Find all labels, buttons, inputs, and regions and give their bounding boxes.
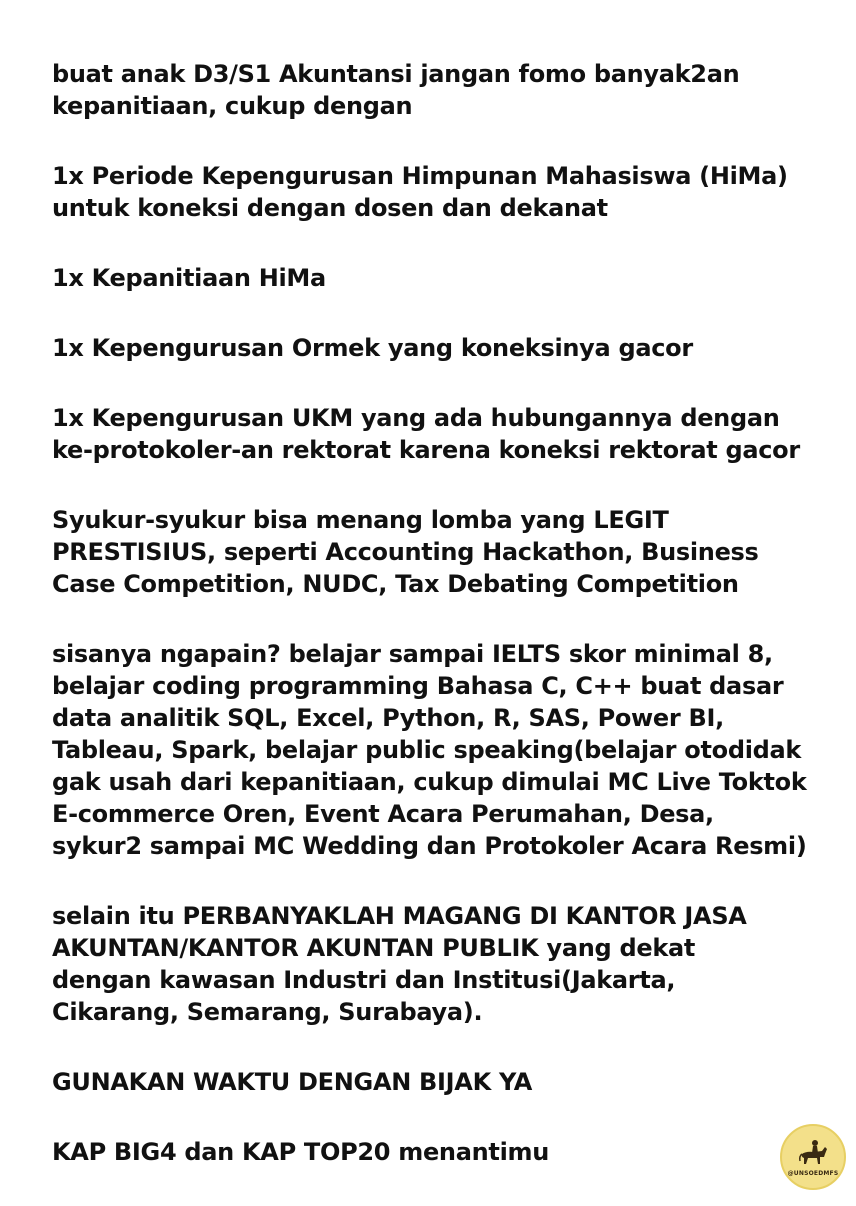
text-line: PRESTISIUS, seperti Accounting Hackathon, Business [52, 538, 759, 566]
text-line: kepanitiaan, cukup dengan [52, 92, 413, 120]
text-line: AKUNTAN/KANTOR AKUNTAN PUBLIK yang dekat [52, 934, 696, 962]
text-line: Cikarang, Semarang, Surabaya). [52, 998, 483, 1026]
paragraph-hima-period [52, 160, 842, 224]
paragraph-internship [52, 900, 842, 1028]
text-line: sisanya ngapain? belajar sampai IELTS skor minimal 8, [52, 640, 773, 668]
text-line: dengan kawasan Industri dan Institusi(Jakarta, [52, 966, 676, 994]
paragraph-competitions [52, 504, 842, 600]
paragraph-ukm [52, 402, 842, 466]
text-line: selain itu PERBANYAKLAH MAGANG DI KANTOR JASA [52, 902, 747, 930]
text-line: Case Competition, NUDC, Tax Debating Competition [52, 570, 739, 598]
paragraph-intro [52, 58, 842, 122]
document-body [52, 58, 842, 1206]
text-line: untuk koneksi dengan dosen dan dekanat [52, 194, 608, 222]
paragraph-time-advice [52, 1066, 842, 1098]
text-line: 1x Kepengurusan Ormek yang koneksinya gacor [52, 334, 693, 362]
text-line: data analitik SQL, Excel, Python, R, SAS, Power BI, [52, 704, 724, 732]
paragraph-skills [52, 638, 842, 862]
text-line: sykur2 sampai MC Wedding dan Protokoler Acara Resmi) [52, 832, 807, 860]
text-line: buat anak D3/S1 Akuntansi jangan fomo banyak2an [52, 60, 740, 88]
text-line: E-commerce Oren, Event Acara Perumahan, Desa, [52, 800, 714, 828]
text-line: belajar coding programming Bahasa C, C++ buat dasar [52, 672, 784, 700]
paragraph-closing [52, 1136, 842, 1168]
text-line: GUNAKAN WAKTU DENGAN BIJAK YA [52, 1068, 532, 1096]
text-line: Syukur-syukur bisa menang lomba yang LEGIT [52, 506, 669, 534]
horse-rider-icon [796, 1138, 830, 1168]
paragraph-ormek [52, 332, 842, 364]
text-line: 1x Kepanitiaan HiMa [52, 264, 326, 292]
text-line: gak usah dari kepanitiaan, cukup dimulai MC Live Toktok [52, 768, 807, 796]
watermark-handle: @UNSOEDMFS [787, 1169, 839, 1177]
paragraph-hima-committee [52, 262, 842, 294]
text-line: 1x Kepengurusan UKM yang ada hubungannya dengan [52, 404, 780, 432]
watermark-logo [780, 1124, 846, 1190]
text-line: 1x Periode Kepengurusan Himpunan Mahasiswa (HiMa) [52, 162, 788, 190]
text-line: KAP BIG4 dan KAP TOP20 menantimu [52, 1138, 549, 1166]
text-line: ke-protokoler-an rektorat karena koneksi rektorat gacor [52, 436, 800, 464]
text-line: Tableau, Spark, belajar public speaking(belajar otodidak [52, 736, 802, 764]
